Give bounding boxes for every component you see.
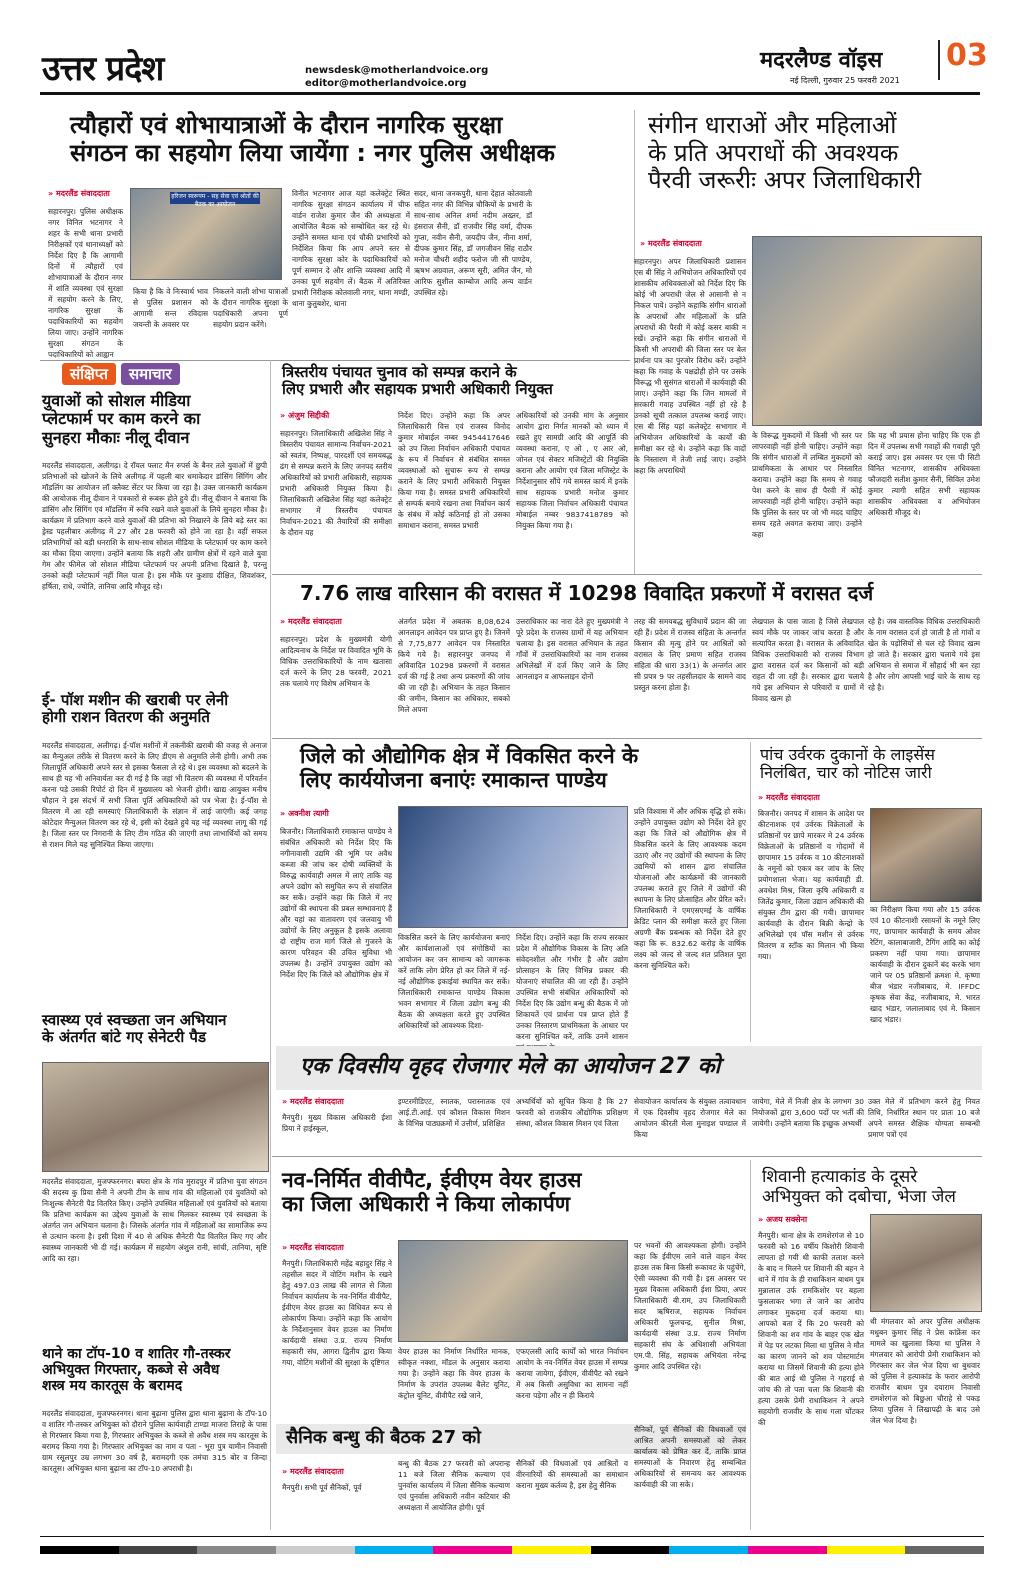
sidebar-label-part2: समाचार [121, 363, 180, 385]
a5-col4: प्रति विश्वास में और अधिक वृद्धि हो सके। उन्होंने उपायुक्त उद्योग को निर्देश देते हुए कहा कि जिले को औद्योगिक क्षेत्र में विकसित करने के लिए आवश्यक कदम उठाएं और नए उद्योगों की स्थापना के लिए उद्यमियों को शासन द्वारा संचालित योजनाओं और कार्यक्रमों की जानकारी उपलब्ध कराते हुए जिले में उद्योगों की स्थापना के लिए प्रोत्साहित और प्रेरित करें। जिलाधिकारी ने एमएसएमई के वार्षिक क्रेडिट प्लान की समीक्षा करते हुए जिला अग्रणी बैंक प्रबन्धक को निर्देश देते हुए कहा कि रू. 832.62 करोड़ के वार्षिक लक्ष्य को जल्द से जल्द शत प्रतिशत पूरा करना सुनिश्चित करें। [634, 807, 746, 970]
a1-col4: विनीत भटनागर आज यहां कलेक्ट्रेट स्थित नागरिक सुरक्षा संगठन कार्यालय में चीफ वार्डन राजेश कुमार जैन की अध्यक्षता में आयोजित बैठक को सम्बोधित कर रहे थे। उन्होंने समस्त थाना एवं चौकी प्रभारियों को निर्देशित किया कि आप अपने स्तर से नागरिक सुरक्षा कोर के पदाधिकारियों को पूर्ण सम्मान दे और शान्ति व्यवस्था आदि में उनका पूर्ण सहयोग लें। बैठक में अतिरिक्त प्रभारी निरीक्षक कोतवाली नगर, थाना मण्डी, थाना कुतुबशेर, थाना [292, 189, 410, 308]
a10-byline: » अजय सक्सेना [758, 1215, 808, 1224]
a3-col2: निर्देश दिए। उन्होंने कहा कि अपर जिलाधिकारी वित्त एवं राजस्व विनोद कुमार मोबाईल नम्बर 9454417646 को उप जिला निर्वाचन अधिकारी पंचायत के रूप में निर्वाचन से संबंधित समस्त व्यवस्थाओं को सुचारू रूप से सम्पन्न कराने के लिए प्रभारी अधिकारी नियुक्त किया गया है। समस्त प्रभारी अधिकारियों से सम्पर्क बनाये रखना तथा निर्वाचन कार्य के संबंध में कोई कठिनाई हो तो उसका समाधान कराना, समस्त प्रभारी [398, 411, 510, 530]
a10-divider [750, 1160, 751, 1530]
email-newsdesk[interactable]: newsdesk@motherlandvoice.org [305, 65, 489, 76]
a4-col1: सहारनपुर। प्रदेश के मुख्यमंत्री योगी आदित्यनाथ के निर्देश पर विवादित भूमि के विधिक उत्तराधिकारियों के नाम खतासा दर्ज करने के लिए 28 फरवरी, 2021 तक चलाये गए विशेष अभियान के [280, 635, 392, 688]
sidebar-label [62, 364, 180, 384]
a10-col2: थी मंगलवार को अपर पुलिस अधीक्षक मधुबन कुमार सिंह ने प्रेस कांफ्रेंस कर मामले का खुलासा किया था पुलिस ने मंगलवार को आरोपी प्रेमी राधाकिशन को गिरफ्तार कर जेल भेज दिया था बुधवार को पुलिस ने हत्याकांड के फरार आरोपी राजवीर बाथम पुत्र दयाराम निवासी रामशेरगंज को बिछुआ चौराहे से पकड़ लिया पुलिस ने लिखापढ़ी के बाद उसे जेल भेज दिया है। [870, 1317, 980, 1425]
a3-headline: त्रिस्तरीय पंचायत चुनाव को सम्पन्न कराने के लिए प्रभारी और सहायक प्रभारी अधिकारी नियुक्त [282, 363, 553, 399]
a8-col1: मैनपुरी। जिलाधिकारी महेंद्र बहादुर सिंह ने तहसील सदर में वोटिंग मशीन के रखने हेतु 497.03 लाख की लागत से जिला निर्वाचन कार्यालय के नव-निर्मित वीवीपैट, ईवीएम वेयर हाउस का विधिवत रूप से लोकार्पण किया। उन्होंने कहा कि आयोग के निर्देशानुसार वेयर हाउस का निर्माण कार्यदायी संस्था उ.प्र. राज्य निर्माण सहकारी संघ, आगरा द्वितीय द्वारा किया गया, वोटिंग मशीनों की सुरक्षा के दृष्टिगत [282, 1259, 392, 1367]
a1-col5: सदर, थाना जनकपुरी, थाना देहात कोतवाली सहित नगर की विभिन्न चौकियों के प्रभारी के साथ-साथ अनिल शर्मा नदीम अख्तर, डॉ हंसराज सैनी, डॉ राजवीर सिंह वर्मा, दीपक गुप्ता, नवीन सैनी, जयदीप जैन, नीना शर्मा, दीपक कुमार सिंह, डॉ जगजीवन सिंह राठौर मनोज चौधरी शहीद फरोज जी सी पाण्डेय, ऋषभ अग्रवाल, अरूण सूरी, अमित जैन, मो आरिफ सुशील काम्बोज आदि अन्य वार्डन उपस्थित रहे। [414, 189, 532, 297]
a7-col5: जायेगा, मेले में निजी क्षेत्र के लगभग 30 नियोजकों द्वारा 3,600 पदों पर भर्ती की जायेगी। उन्होंने बताया कि इच्छुक अभ्यर्थी [752, 1097, 864, 1128]
s1-body: मदरलैंड संवाददाता, अलीगढ़। दे रॉयल फ्लाट मैन रुपर्स के बैनर तले युवाओं में छुपी प्रतिभाओं को खोजने के लिये अलीगढ़ में पहली बार धमाकेदार डांसिंग सिंगिंग और मॉडलिंग का आयोजन लॉ क्लैक्ट सेंटर पर किया जा रहा है। उक्त जानकारी कार्यक्रम की आयोजक नीलू दीवान ने पत्रकारों से रूबरू होते हुये दी। नीलू दीवान ने बताया कि डांसिंग और सिंगिंग एवं मॉडलिंग में रूचि रखने वाले युवाओं के लिये सुनहरा मौका है। कार्यक्रम में प्रतिभाग करने वाले युवाओं की प्रतिभा को निखारने के लिये बड़े स्तर का ड्रेस्ड पहलीबार अलीगढ़ में 27 और 28 फरवरी को होने जा रहा है। वहीं सफल प्रतिभागियों को बड़ी धनराशि के साथ-साथ सोशल मीडिया के प्लेटफार्म पर काम करने का मौका दिया जाएगा। उन्होंने बताया कि शहरी और ग्रामीण क्षेत्रों में रहने वाले युवा गेम और फीमेल जो सोशल मीडिया प्लेटफार्म पर अपनी प्रतिभा दिखाते है, परन्तु उनको कही प्लेटफार्म नहीं मिल पाता है। इस मौके पर कुशाग्र दीक्षित, शिवशंकर, हर्षिता, राधे, ज्योति, तानिया आदि मौजूद रहे। [42, 461, 267, 591]
a6-col1: बिजनौर। जनपद में शासन के आदेश पर कीटनाशक एवं उर्वरक विक्रेताओं के प्रतिष्ठानों पर छापे मारकर मे 24 उर्वरक विक्रेताओं के प्रतिष्ठानों व गोदामों में छापामार 15 उर्वरक व 10 कीटनाशकों के नमूनों को एकत्र कर जांच के लिए प्रयोगशाला भेजा। यह कार्यवाही डी. अवधेश मिश्र, जिला कृषि अधिकारी व जितेंद्र कुमार, जिला उद्यान अधिकारी की संयुक्त टीम द्वारा की गयी। छापामार कार्यवाही के दौरान बिक्री केन्द्रो के अभिलेखो एवं पॉस मशीन से उर्वरक वितरण व स्टॉक का मिलान भी किया गया। [758, 809, 864, 961]
a2-col3: कि यह भी प्रयास होना चाहिए कि एक ही दिन में उपलब्ध सभी गवाहों की गवाही पूरी कराई जाए। इस अवसर पर एस पी सिटी विनित भटनागर, शासकीय अधिवक्ता फौजदारी सतीश कुमार सैनी, सिविल उमेश कुमार त्यागी सहित सभी सहायक शासकीय अधिवक्ता व अभियोजन अधिकारी मौजूद थे। [868, 431, 980, 517]
s4-body: मदरलैंड संवाददाता, मुजफ्फरनगर। थाना बुढ़ाना पुलिस द्वारा थाना बुढ़ाना के टॉप-10 व शातिर गौ-तस्कर अभियुक्त को दौराने पुलिस कार्यवाही टाण्डा माजरा तिराहे के पास से गिरफ्तार किया गया है, गिरफ्तार अभियुक्त के कब्जे से अवैध शस्त्र मय कारतूस के बरामद किया गया है। गिरफ्तार अभियुक्त का नाम व पता - भूरा पुत्र यामीन निवासी ग्राम रसूलपुर उम्र लगभग 30 वर्ष है, बरामदगी एक तमंचा 315 बोर व जिन्दा कारतूस। अभियुक्त थाना बुढ़ाना का टॉप-10 अपराधी है। [42, 1409, 267, 1473]
a7-col6: उक्त मेले में प्रतिभाग करने हेतु नियत तिथि, निर्धारित स्थान पर प्रातः 10 बजे अपने समस्त शैक्षिक योग्यता सम्बन्धी प्रमाण पत्रों एवं [868, 1097, 980, 1139]
a8-col3: एफएलसी आदि कार्यों को भारत निर्वाचन आयोग के नव-निर्मित वेयर हाउस में सम्पन्न कराया जायेगा, ईवीएम, वीवीपैट को रखने में अब किसी असुविधा का सामना नहीं करना पड़ेगा और न ही किराये [516, 1347, 628, 1400]
a4-col4: तरह की समयबद्ध सुविधायें प्रदान की जा रही हैं। प्रदेश में राजस्व संहिता के अन्तर्गत किसान की मृत्यु होने पर आश्रितों को वरासत के लिए प्रमाण सहित राजस्व संहिता की धारा 33(1) के अन्तर्गत आर सी प्रपत्र 9 पर तहसीलदार के सामने वाद प्रस्तुत करना होता है। [634, 617, 746, 692]
s3-photo [42, 1062, 269, 1172]
a4-col5: लेखपाल के पास जाता है जिसे लेखपाल स्वयं मौके पर जाकर जांच करता है और सत्यापित करता है। वरासत के अविवादित विधिक उत्तराधिकारी को राजस्व विभाग द्वारा वरासत दर्ज कर किसानों को बड़ी राहत दी जा रही है। सरकार द्वारा चलाये गये इस अभियान से परिवारों व ग्रामों में विवाद खत्म हो [752, 617, 864, 703]
a6-divider [750, 742, 751, 1042]
a5-byline: » अवनीश त्यागी [280, 809, 329, 818]
footer-rule [40, 1536, 984, 1537]
a8-byline: » मदरलैंड संवाददाता [282, 1243, 344, 1252]
email-editor[interactable]: editor@motherlandvoice.org [305, 78, 467, 89]
a1-byline: » मदरलैंड संवाददाता [48, 189, 110, 198]
a2-col2: के विरूद्ध मुकदमों में किसी भी स्तर पर लापरवाही नहीं होनी चाहिए। उन्होंने कहा कि संगीन धाराओं में लम्बित मुकदमों को प्राथमिकता के आधार पर निस्तारित कराया। उन्होंने कहा कि समय से गवाह पेश करने के साथ ही पैरवी में कोई लापरवाही नहीं होनी चाहिए। उन्होंने कहा कि पुलिस के स्तर पर जो भी मदद चाहिए समय रहते अवगत कराया जाए। उन्होंने कहा [752, 431, 862, 539]
a5-col2: विकसित करने के लिए कार्ययोजना बनाएं और कार्यशालाओं एवं संगोष्ठियों का आयोजन कर जन सामान्य को जागरूक करें ताकि लोग प्रेरित हो कर जिले में नई-नई औद्योगिक इकाईयां स्थापित कर सकें। जिलाधिकारी रमाकान्त पाण्डेय विकास भवन सभागार में जिला उद्योग बन्धु की बैठक की अध्यक्षता करते हुए उपस्थित अधिकारियों को आवश्यक दिशा- [398, 933, 510, 1030]
a7-col1: मैनपुरी। मुख्य विकास अधिकारी ईशा प्रिया ने हाईस्कूल, [282, 1113, 392, 1133]
a1-photo-banner: हरिजन स्वरूपम - सह सेवा एवं श्रोतों की बैठक का आयोजन [171, 193, 259, 208]
a10-photo [870, 1214, 982, 1312]
a7-rule [272, 1156, 982, 1157]
s1-headline: युवाओं को सोशल मीडिया प्लेटफार्म पर काम करने का सुनहरा मौकाः नीलू दीवान [42, 391, 201, 447]
a5-headline: जिले को औद्योगिक क्षेत्र में विकसित करने के लिए कार्ययोजना बनाएंः रमाकान्त पाण्डेय [300, 744, 639, 793]
a6-headline: पांच उर्वरक दुकानों के लाइसेंस निलंबित, चार को नोटिस जारी [760, 745, 935, 783]
a2-byline: » मदरलैंड संवाददाता [640, 239, 702, 248]
a5-col3: निर्देश दिए। उन्होंने कहा कि राज्य सरकार प्रदेश में औद्योगिक विकास के लिए अति संवेदनशील और गंभीर है और उद्योग प्रोत्साहन के लिए विभिन्न प्रकार की योजनाएं संचालित की जा रही हैं। उन्होंने उपस्थित सभी संबंधित अधिकारियों को निर्देश दिए कि उद्योग बन्धु की बैठक में जो शिकायतें एवं प्रार्थना पत्र प्राप्त होते हैं उनका निस्तारण प्राथमिकता के आधार पर करना सुनिश्चित करें, ताकि उनमें शासन [516, 933, 628, 1041]
a1-col3: निकलने वाली शोभा यात्राओं के दौरान नागरिक सुरक्षा के पदाधिकारी अपना पूर्ण सहयोग प्रदान करेंगे। [213, 287, 288, 329]
s2-headline: ई- पॉश मशीन की खराबी पर लेनी होगी राशन वितरण की अनुमति [42, 691, 229, 727]
header-rule [40, 92, 980, 95]
a8-headline: नव-निर्मित वीवीपैट, ईवीएम वेयर हाउस का जिला अधिकारी ने किया लोकार्पण [282, 1168, 582, 1217]
a6-photo [870, 808, 982, 902]
a4-col2: अंतर्गत प्रदेश में अबतक 8,08,624 आनलाइन आवेदन पत्र प्राप्त हुए है। जिनमें से 7,75,877 आवेदन पत्र निस्तारित किये गये है। सहारनपुर जनपद में अविवादित 10298 प्रकरणों में वरासत दर्ज की गई है तथा अन्य प्रकरणों की जांच की जा रही है। अभियान के तहत किसान की जमीन, किसान का अधिकार, सबको मिले अपना [398, 617, 510, 714]
a3-rule [272, 574, 982, 575]
a5-col1: बिजनौर। जिलाधिकारी रमाकान्त पाण्डेय ने संबंधित अधिकारी को निर्देश दिए कि नगीनावासी उद्यमि की भूमि पर अवैध कब्जा की जांच कर दोषी व्यक्तियों के विरुद्ध कार्यवाही अमल में लाएं ताकि वह अपने उद्योग को समुचित रूप से संचालित कर सकें। उन्होंने कहा कि जिले में नए उद्योगों की स्थापना की प्रबल सम्भावनाएं हैं और यहां का वातावरण एवं जलवायु भी उद्योगों के लिए अनुकूल है इसके अलावा दो राष्ट्रीय राज मार्ग जिले से गुजरने के कारण परिवहन की उचित सुविधा भी उपलब्ध है। उन्होंने उपायुक्त उद्योग को निर्देश दिए कि जिले को औद्योगिक क्षेत्र में [280, 827, 392, 979]
a7-byline: » मदरलैंड संवाददाता [282, 1097, 344, 1106]
a2-photo [752, 236, 982, 426]
a10-headline: शिवानी हत्याकांड के दूसरे अभियुक्त को दबोचा, भेजा जेल [762, 1167, 956, 1207]
a4-rule [272, 738, 982, 739]
a4-col3: उत्तराधिकार का नारा देते हुए मुख्यमंत्री ने पूरे प्रदेश के राजस्व ग्रामों में यह अभियान चलाया है। इस वरासत अभियान के तहत गाँवों में उत्तराधिकारियों का नाम राजस्व अभिलेखों में दर्ज किए जाने के लिए आनलाइन व आफलाइन दोनों [516, 617, 628, 681]
page-number: 03 [946, 38, 988, 73]
a9-headline: सैनिक बन्धु की बैठक 27 को [286, 1427, 481, 1448]
printer-color-bar [40, 1546, 984, 1554]
a9-byline: » मदरलैंड संवाददाता [282, 1467, 344, 1476]
sidebar-label-part1: संक्षिप्त [62, 363, 116, 385]
a1-headline: त्यौहारों एवं शोभायात्राओं के दौरान नागरिक सुरक्षा संगठन का सहयोग लिया जायेंगा : नगर पुलिस अधीक्षक [70, 111, 555, 167]
a8-col4: पर भवनों की आवश्यकता होगी। उन्होंने कहा कि ईवीएम लाने वाले वाहन वेयर हाउस तक बिना किसी रूकावट के पहुंचेंगे, ऐसी व्यवस्था की गयी है। इस अवसर पर मुख्य विकास अधिकारी ईशा प्रिया, अपर जिलाधिकारी बी.राम, उप जिलाधिकारी सदर ऋषिराज, सहायक निर्वाचन अधिकारी फूलचन्द्र, सुनील मिश्रा, कार्यदायी संस्था उ.प्र. राज्य निर्माण सहकारी संघ के अधिशासी अभियंता एम.पी. सिंह, सहायक अभियंता नरेन्द्र कुमार आदि उपस्थित रहे। [634, 1241, 746, 1371]
section-title: उत्तर प्रदेश [42, 49, 164, 89]
header-divider [938, 40, 940, 80]
a9-col2: बन्धु की बैठक 27 फरवरी को अपरान्ह 11 बजे जिला सैनिक कल्याण एवं पुनर्वास कार्यालय में जिला सैनिक कल्याण एवं पुनर्वास अधिकारी नवीन कटियार की अध्यक्षता में आयोजित होगी। पूर्व [398, 1459, 510, 1512]
contact-emails [305, 64, 488, 90]
a7-col4: सेवायोजन कार्यालय के संयुक्त तत्वावधान में एक दिवसीय वृहद रोजगार मेले का आयोजन कीरती मेला मुनाइश पण्डाल में किया [634, 1097, 746, 1139]
a8-photo [398, 1240, 628, 1342]
a3-col1: सहारनपुर। जिलाधिकारी अखिलेश सिंह ने त्रिस्तरीय पंचायत सामान्य निर्वाचन-2021 को स्वतंत्र, निष्पक्ष, पारदर्शी एवं समयबद्ध ढंग से सम्पन्न कराने के लिए जनपद स्तरीय अधिकारियों को प्रभारी अधिकारी, सहायक प्रभारी अधिकारी नियुक्त किया है। जिलाधिकारी अखिलेश सिंह यहां कलेक्ट्रेट सभागार में त्रिस्तरीय पंचायत निर्वाचन-2021 की तैयारियों की समीक्षा के दौरान यह [280, 429, 392, 537]
a9-col4: सैनिकों, पूर्व सैनिकों की विधवाओं एवं आश्रित अपनी समस्याओं को लेकर कार्यालय को प्रेषित कर दें, ताकि प्राप्त समस्याओं के निवारण हेतु सम्बन्धित अधिकारियों से समन्वय कर आवश्यक कार्यवाही की जा सके। [634, 1425, 746, 1489]
s3-body: मदरलैंड संवाददाता, मुजफ्फरनगर। बघरा क्षेत्र के गांव मुरादपुर में प्रतिभा युवा संगठन की सदस्य कु प्रिया सैनी ने अपनी टीम के साथ गांव की महिलाओं एवं युवतियों को निःशुल्क सैनेटरी पैड वितरित किए। उन्होंने उपस्थित महिलाओं एवं युवतियों को बताया कि प्रतिभा कार्यक्रम का उद्देश्य युवाओं के साथ मिलकर स्वास्थ्य एवं स्वच्छता के अंतर्गत जन अभियान चलाना है। जिसके अंतर्गत गांव में महिलाओं का सामाजिक रूप से उत्थान करना है। इसी दिशा में 40 से अधिक सैनेटरी पैड वितरित किए गए और स्वास्थ्य जानकारी भी दी गई। कार्यक्रम में सहयोग अंशुल रानी, सांची, तानिया, सृष्टि आदि का रहा। [42, 1177, 267, 1263]
a6-byline: » मदरलैंड संवाददाता [758, 793, 820, 802]
a4-col6: रहे है। जब वास्तविक विधिक उत्तराधिकारी के नाम वरासत दर्ज हो जाती है तो गांवों व खेत के पड़ोसियों से चल रहे विवाद खत्म हो जाते है। सरकार द्वारा चलाये गये इस अभियान से समाज में सौहार्द भी बन रहा है और लोग आपसी भाई चारे के साथ रह रहे है। [868, 617, 980, 692]
a7-col2: इण्टरमीडिएट, स्नातक, परास्नातक एवं आई.टी.आई. एवं कौशल विकास मिशन के विभिन्न पाठ्यक्रमों में उत्तीर्ण, प्रशिक्षित [398, 1097, 510, 1128]
a9-col3: सैनिकों की विधवाओं एवं आश्रितों व वीरनारियों की समस्याओं का समाधान कराना मुख्य कर्तव्य है, इस हेतु सैनिक [516, 1459, 628, 1490]
newspaper-brand: मदरलैण्ड वॉइस [760, 48, 883, 73]
sidebar-divider [270, 360, 271, 1530]
a3-byline: » अंजुम सिद्दीकी [280, 411, 330, 420]
a2-col1: सहारनपुर। अपर जिलाधिकारी प्रशासन एस बी सिंह ने अभियोजन अधिकारियों एवं शासकीय अधिवक्ताओं को निर्देश दिए कि कोई भी अपराधी जेल से आसानी से न निकल पाये। उन्होंने कहाकि संगीन धाराओं के अपराधों और महिलाओं के प्रति अपराधों की पैरवी में कोई कसर बाकी न रखें। उन्होंने कहा कि संगीन धाराओं में किसी भी अपराधी की जिला स्तर पर बेल प्रार्थना पत्र का पुरजोर विरोध करें। उन्होंने कहा कि गवाह के पक्षद्रोही होने पर उसके विरूद्ध भी सुसंगत धाराओं में कार्यवाही की जाए। उन्होंने कहा कि जिन मामलों में सरकारी गवाह उपस्थित नहीं हो रहे है उनको सूची तत्काल उपलब्ध कराई जाए। एस बी सिंह यहां कलेक्ट्रेट सभागार में अभियोजन अधिकारियों के कार्यों की समीक्षा कर रहे थे। उन्होंने कहा कि वादों के निस्तारण में तेजी लाई जाए। उन्होंने कहा कि अपराधियों [634, 257, 746, 475]
a2-headline: संगीन धाराओं और महिलाओं के प्रति अपराधों की अवश्यक पैरवी जरूरीः अपर जिलाधिकारी [648, 111, 922, 195]
a7-col3: अभ्यर्थियों को सूचित किया है कि 27 फरवरी को राजकीय औद्योगिक प्रशिक्षण संस्था, कौशल विकास मिशन एवं जिला [516, 1097, 628, 1128]
s4-headline: थाने का टॉप-10 व शातिर गौ-तस्कर अभियुक्त गिरफ्तार, कब्जे से अवैध शस्त्र मय कारतूस के बरामद [42, 1346, 231, 1395]
a4-headline: 7.76 लाख वारिसान की वरासत में 10298 विवादित प्रकरणों में वरासत दर्ज [300, 581, 874, 605]
s2-body: मदरलैंड संवाददाता, अलीगढ़। ई-पॉश मशीनों में तकनीकी खराबी की वजह से अनाज का मैन्युअल तरीके से वितरण करने के लिए डीएम से अनुमति लेनी होगी। अभी तक जिलापूर्ति अधिकारी अपने स्तर से इसका फैसला ले रहे थे। इस व्यवस्था को बदलने के साथ ही यह भी अनिवार्यता कर दी गई है कि जहां भी वितरण की व्यवस्था में परिवर्तन करना पड़े उसकी रिपोर्ट दो दिन में मुख्यालय को भेजनी होगी। खाद्य आयुक्त मनीष चौहान ने इस संदर्भ में सभी जिला पूर्ति अधिकारियों को पत्र भेजा है। ई-पॉश से वितरण में आ रही समस्याएं जिलाधिकारी के संज्ञान में लाई जाएंगी। कई जगह कोटेदार मैन्युअल वितरण कर रहे थे, इसी को देखते हुये यह नई व्यवस्था लागू की गई है। जिला स्तर पर निगरानी के लिए टीम गठित की जाएगी तथा लाभार्थियों को समय से राशन मिले यह सुनिश्चित किया जाएगा। [42, 741, 267, 849]
a1-col1: सहारनपुर। पुलिस अधीक्षक नगर विनित भटनागर ने शहर के सभी थाना प्रभारी निरीक्षकों एवं थानाध्यक्षों को निर्देश दिए है कि आगामी दिनों में त्यौहारों एवं शोभायात्राओं के दौरान नगर में शांति व्यवस्था एवं सुरक्षा में सहयोग करने के लिए, नागरिक सुरक्षा के पदाधिकारियों का सहयोग लिया जाए। उन्होंने नागरिक सुरक्षा संगठन के पदाधिकारियों को आह्वान [48, 207, 123, 359]
a1-col2: किया है कि वे निःस्वार्थ भाव से पुलिस प्रशासन को आगामी सन्त रविदास जयन्ती के अवसर पर [133, 287, 208, 329]
a7-headline: एक दिवसीय वृहद रोजगार मेले का आयोजन 27 को [300, 1054, 721, 1079]
a5-photo [398, 806, 628, 928]
a1-rule [40, 360, 630, 361]
a9-col1: मैनपुरी। सभी पूर्व सैनिकों, पूर्व [282, 1483, 362, 1492]
issue-date: नई दिल्ली, गुरुवार 25 फरवरी 2021 [790, 76, 900, 85]
a3-col3: अधिकारियों को उनकी मांग के अनुसार आयोग द्वारा निर्गत मानकों को ध्यान में रखते हुए सामग्री आदि की आपूर्ति की व्यवस्था कराना, ए ओ , ए आर ओ, जोनल एवं सेक्टर मजिस्ट्रेटों की नियुक्ति कराना और आयोग एवं जिला मजिस्ट्रेट के निर्देशानुसार सौंपे गये समस्त कार्य में इनके साथ सहायक प्रभारी मनोज कुमार सहायक जिला निर्वाचन अधिकारी पंचायत मोबाईल नम्बर 9837418789 को नियुक्त किया गया है। [516, 411, 628, 530]
a8-col2: वेयर हाउस का निर्माण निर्धारित मानक, स्वीकृत नक्शा, मॉडल के अनुसार कराया गया है। उन्होंने कहा कि वेयर हाउस के निर्माण के उपरांत उपलब्ध बैलेट यूनिट, कंट्रोल यूनिट, वीवीपैट रखे जाने, [398, 1347, 510, 1400]
s3-headline: स्वास्थ्य एवं स्वच्छता जन अभियान के अंतर्गत बांटे गए सेनेटरी पैड [42, 1011, 227, 1047]
a6-col2: का निरीक्षण किया गया और 15 उर्वरक एवं 10 कीटनाशी रसायनों के नमूने लिए गए, छापामार कार्यवाही के समय ओवर रेटिंग, कालाबाजारी, टैगिंग आदि का कोई प्रकरण नहीं पाया गया। छापामार कार्यवाही के दौरान दुकानें बंद करके भाग जाने पर 05 प्रतिष्ठानों क्रमशः मे. कृष्णा बीज भंडार नजीबाबाद, मे. IFFDC कृषक सेवा केंद्र, नजीबाबाद, मे. भारत खाद भंडार, जलालाबाद एवं मे. किसान खाद भंडार। [870, 905, 980, 1024]
a4-byline: » मदरलैंड संवाददाता [280, 617, 342, 626]
a10-col1: मैनपुरी। थाना क्षेत्र के रामशेरगंज से 10 फरवरी को 16 वर्षीय किशोरी शिवानी लापता हो गयी थी काफी तलाश करने के बाद न मिलने पर शिवानी की बहन ने थाने में गांव के ही राधाकिशन बाथम पुत्र मुन्नालाल उर्फ रामकिशोर पर बहला फुसलाकर भगा ले जाने का आरोप लगाकर मुकदमा दर्ज कराया था। आपको बता दें कि 20 फरवरी को शिवानी का शव गांव के बाहर एक खेत में पेड़ पर लटका मिला था पुलिस ने मौत का कारण जानने को शव पोस्टमार्टम कराया था जिसमें शिवानी की हत्या होने की बात आई थी पुलिस ने गहराई से जांच की तो पता चला कि शिवानी की हत्या उसके प्रेमी राधाकिशन ने अपने सहयोगी राजवीर के साथ गला घोंटकर की [758, 1231, 864, 1427]
